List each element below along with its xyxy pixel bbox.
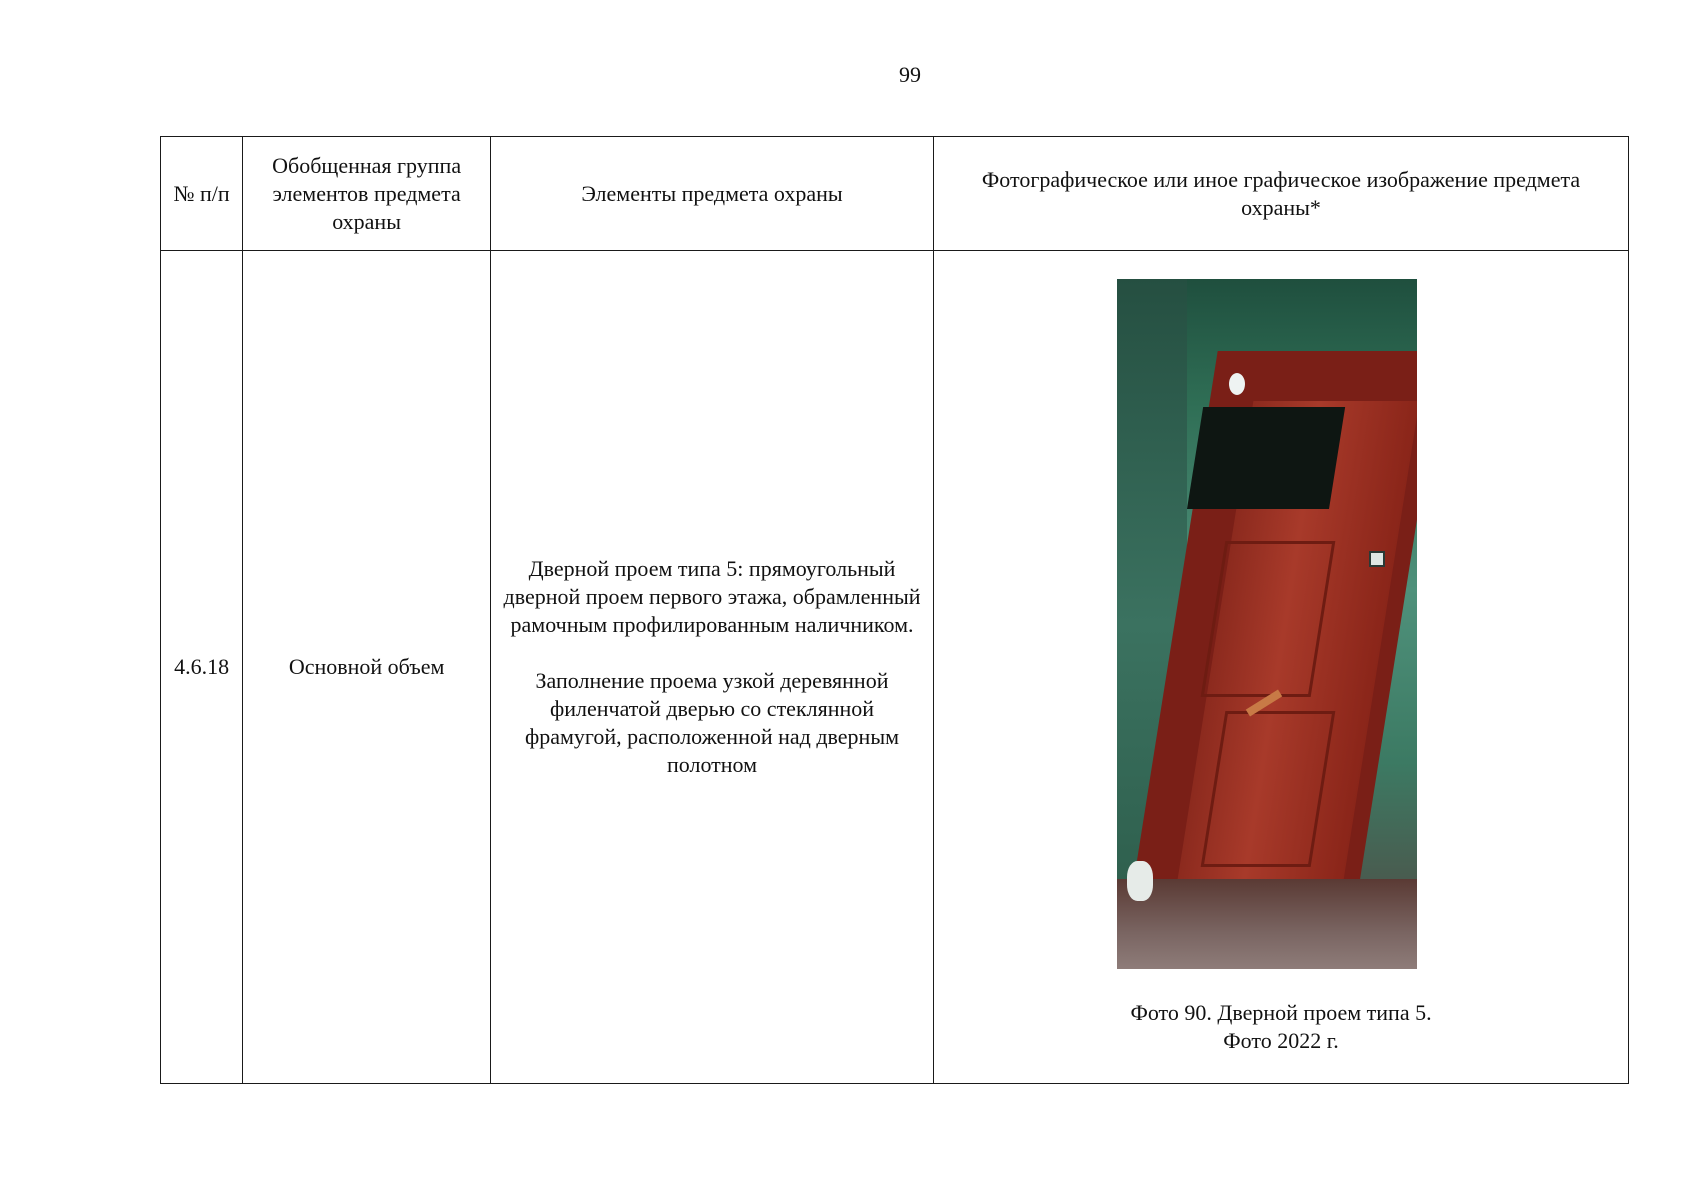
page-number: 99 xyxy=(899,62,921,87)
header-group: Обобщенная группа элементов предмета охраны xyxy=(243,137,491,251)
header-elements: Элементы предмета охраны xyxy=(490,137,933,251)
photo-light-bulb xyxy=(1229,373,1245,395)
photo-caption-line-2: Фото 2022 г. xyxy=(1223,1028,1339,1053)
row-photo-cell xyxy=(934,251,1629,1084)
row-num: 4.6.18 xyxy=(161,251,243,1084)
table-header-row xyxy=(161,137,1629,251)
row-group: Основной объем xyxy=(243,251,491,1084)
header-photo: Фотографическое или иное графическое изображение предмета охраны* xyxy=(934,137,1629,251)
photo-caption-line-1: Фото 90. Дверной проем типа 5. xyxy=(1130,1000,1432,1025)
photo-wall-patch xyxy=(1127,861,1153,901)
photo-caption xyxy=(934,999,1628,1055)
door-photo xyxy=(1117,279,1417,969)
table-row xyxy=(161,251,1629,1084)
heritage-elements-table xyxy=(160,136,1629,1084)
header-num: № п/п xyxy=(161,137,243,251)
photo-light-switch xyxy=(1369,551,1385,567)
row-elements xyxy=(490,251,933,1084)
elements-paragraph-1: Дверной проем типа 5: прямоугольный дверной проем первого этажа, обрамленный рамочным профилированным наличником. xyxy=(503,556,921,637)
photo-glass-transom xyxy=(1187,407,1345,509)
photo-floor xyxy=(1117,879,1417,969)
elements-paragraph-2: Заполнение проема узкой деревянной филенчатой дверью со стеклянной фрамугой, расположенной над дверным полотном xyxy=(524,668,900,777)
